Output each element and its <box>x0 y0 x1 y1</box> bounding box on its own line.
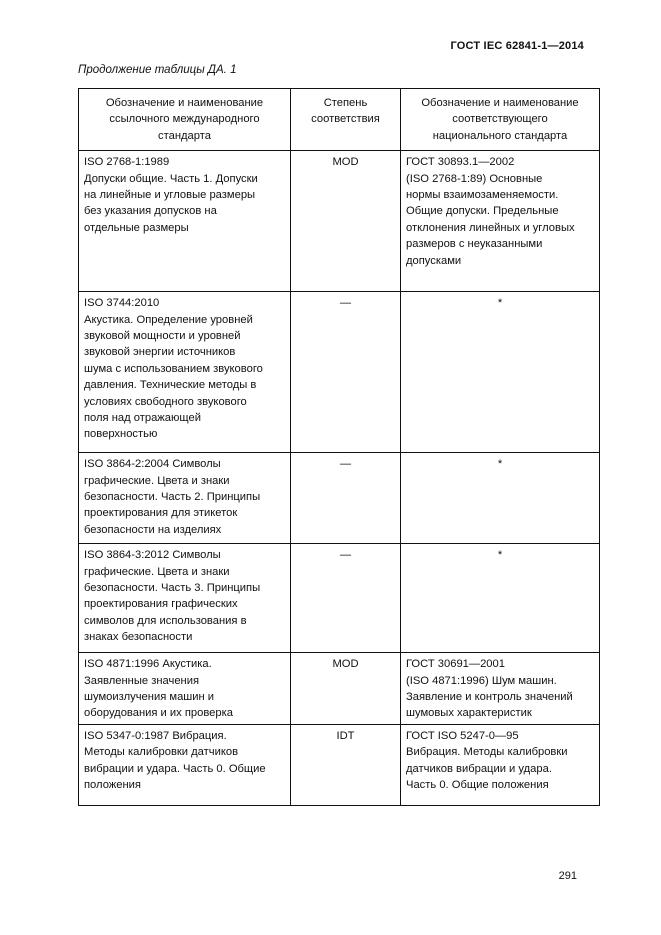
column-header-national: Обозначение и наименование соответствующего национального стандарта <box>401 89 600 151</box>
table-row <box>79 724 600 805</box>
column-header-international: Обозначение и наименование ссылочного международного стандарта <box>79 89 291 151</box>
international-standard-cell: ISO 3864-2:2004 Символы графические. Цвета и знаки безопасности. Часть 2. Принципы проектирования для этикеток безопасности на изделиях <box>79 453 291 544</box>
national-standard-cell: * <box>401 292 600 453</box>
degree-cell: — <box>291 292 401 453</box>
national-standard-cell: ГОСТ 30893.1—2002 (ISO 2768-1:89) Основные нормы взаимозаменяемости. Общие допуски. Предельные отклонения линейных и угловых размеров с неуказанными допусками <box>401 151 600 292</box>
page-number: 291 <box>558 870 577 882</box>
international-standard-cell: ISO 4871:1996 Акустика. Заявленные значения шумоизлучения машин и оборудования и их проверка <box>79 653 291 725</box>
document-code: ГОСТ IEC 62841-1—2014 <box>450 40 584 52</box>
degree-cell: MOD <box>291 653 401 725</box>
national-standard-cell: ГОСТ ISO 5247-0—95 Вибрация. Методы калибровки датчиков вибрации и удара. Часть 0. Общие положения <box>401 724 600 805</box>
national-standard-cell: ГОСТ 30691—2001 (ISO 4871:1996) Шум машин. Заявление и контроль значений шумовых характеристик <box>401 653 600 725</box>
table-row <box>79 544 600 653</box>
table-row <box>79 151 600 292</box>
national-standard-cell: * <box>401 453 600 544</box>
table-row <box>79 453 600 544</box>
table-header-row <box>79 89 600 151</box>
international-standard-cell: ISO 3744:2010 Акустика. Определение уровней звуковой мощности и уровней звуковой энергии источников шума с использованием звукового давления. Технические методы в условиях свободного звукового поля над отражающей поверхностью <box>79 292 291 453</box>
table-caption: Продолжение таблицы ДА. 1 <box>78 64 237 76</box>
reference-standards-table <box>78 88 600 806</box>
international-standard-cell: ISO 2768-1:1989 Допуски общие. Часть 1. Допуски на линейные и угловые размеры без указания допусков на отдельные размеры <box>79 151 291 292</box>
column-header-degree: Степень соответствия <box>291 89 401 151</box>
degree-cell: — <box>291 453 401 544</box>
degree-cell: IDT <box>291 724 401 805</box>
table-row <box>79 653 600 725</box>
degree-cell: MOD <box>291 151 401 292</box>
international-standard-cell: ISO 5347-0:1987 Вибрация. Методы калибровки датчиков вибрации и удара. Часть 0. Общие положения <box>79 724 291 805</box>
national-standard-cell: * <box>401 544 600 653</box>
international-standard-cell: ISO 3864-3:2012 Символы графические. Цвета и знаки безопасности. Часть 3. Принципы проектирования графических символов для использования в знаках безопасности <box>79 544 291 653</box>
degree-cell: — <box>291 544 401 653</box>
table-row <box>79 292 600 453</box>
